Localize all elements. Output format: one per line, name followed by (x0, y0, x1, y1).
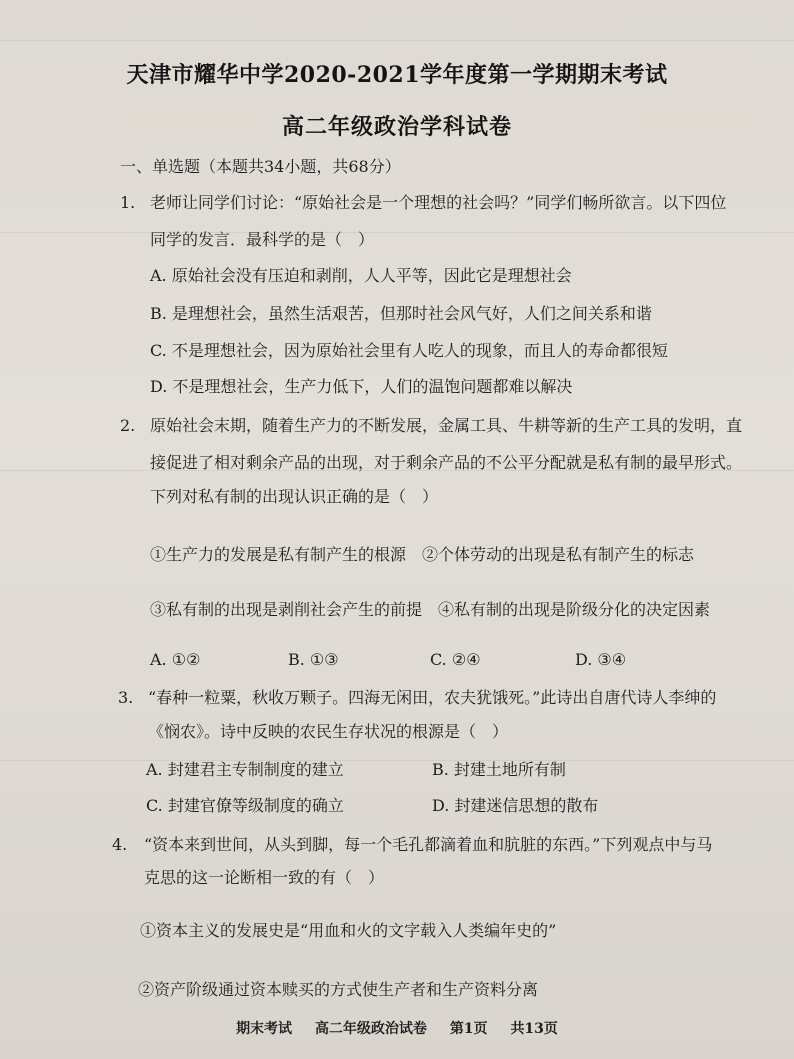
question-3-stem-line-2: 《悯农》。诗中反映的农民生存状况的根源是（ ） (148, 722, 509, 741)
section-heading: 一、单选题（本题共34小题，共68分） (120, 157, 401, 176)
footer-page-number: 第1页 (449, 1021, 488, 1037)
question-2-option-c: C. ②④ (430, 650, 481, 669)
question-1-option-c: C. 不是理想社会，因为原始社会里有人吃人的现象，而且人的寿命都很短 (150, 341, 668, 360)
question-2-statement-2: ③私有制的出现是剥削社会产生的前提 ④私有制的出现是阶级分化的决定因素 (150, 600, 711, 619)
question-4-number: 4. (112, 835, 128, 854)
question-1-number: 1. (120, 193, 136, 212)
footer-paper-label: 高二年级政治试卷 (314, 1021, 427, 1037)
question-2-statement-1: ①生产力的发展是私有制产生的根源 ②个体劳动的出现是私有制产生的标志 (150, 545, 695, 564)
question-4-statement-1: ①资本主义的发展史是“用血和火的文字载入人类编年史的” (140, 921, 557, 940)
page-footer (0, 1018, 794, 1038)
question-2-stem-line-1: 原始社会末期，随着生产力的不断发展，金属工具、牛耕等新的生产工具的发明，直 (150, 416, 743, 435)
footer-exam-label: 期末考试 (236, 1021, 293, 1037)
question-2-stem-line-3: 下列对私有制的出现认识正确的是（ ） (150, 487, 439, 506)
exam-subtitle: 高二年级政治学科试卷 (281, 114, 512, 140)
question-2-stem-line-2: 接促进了相对剩余产品的出现，对于剩余产品的不公平分配就是私有制的最早形式。 (150, 453, 743, 472)
question-2-option-d: D. ③④ (575, 650, 627, 669)
question-2-number: 2. (120, 416, 136, 435)
question-4-stem-line-2: 克思的这一论断相一致的有（ ） (144, 868, 385, 887)
question-3-option-a: A. 封建君主专制制度的建立 (146, 760, 344, 779)
question-2-option-a: A. ①② (150, 650, 201, 669)
question-3-option-b: B. 封建土地所有制 (432, 760, 566, 779)
question-3-option-c: C. 封建官僚等级制度的确立 (146, 796, 344, 815)
question-3-stem-line-1: “春种一粒粟，秋收万颗子。四海无闲田，农夫犹饿死。”此诗出自唐代诗人李绅的 (148, 688, 717, 707)
question-3-number: 3. (118, 688, 134, 707)
question-1-option-d: D. 不是理想社会，生产力低下，人们的温饱问题都难以解决 (150, 377, 573, 396)
question-3-option-d: D. 封建迷信思想的散布 (432, 796, 599, 815)
question-1-stem-line-2: 同学的发言．最科学的是（ ） (150, 230, 375, 249)
footer-total-pages: 共13页 (510, 1021, 558, 1037)
exam-title: 天津市耀华中学2020-2021学年度第一学期期末考试 (126, 62, 668, 88)
question-2-option-b: B. ①③ (288, 650, 339, 669)
question-4-statement-2: ②资产阶级通过资本赎买的方式使生产者和生产资料分离 (138, 980, 539, 999)
question-4-stem-line-1: “资本来到世间，从头到脚，每一个毛孔都滴着血和肮脏的东西。”下列观点中与马 (144, 835, 713, 854)
question-1-option-a: A. 原始社会没有压迫和剥削，人人平等，因此它是理想社会 (150, 266, 572, 285)
question-1-stem-line-1: 老师让同学们讨论：“原始社会是一个理想的社会吗？”同学们畅所欲言。以下四位 (150, 193, 727, 212)
question-1-option-b: B. 是理想社会，虽然生活艰苦，但那时社会风气好，人们之间关系和谐 (150, 304, 652, 323)
